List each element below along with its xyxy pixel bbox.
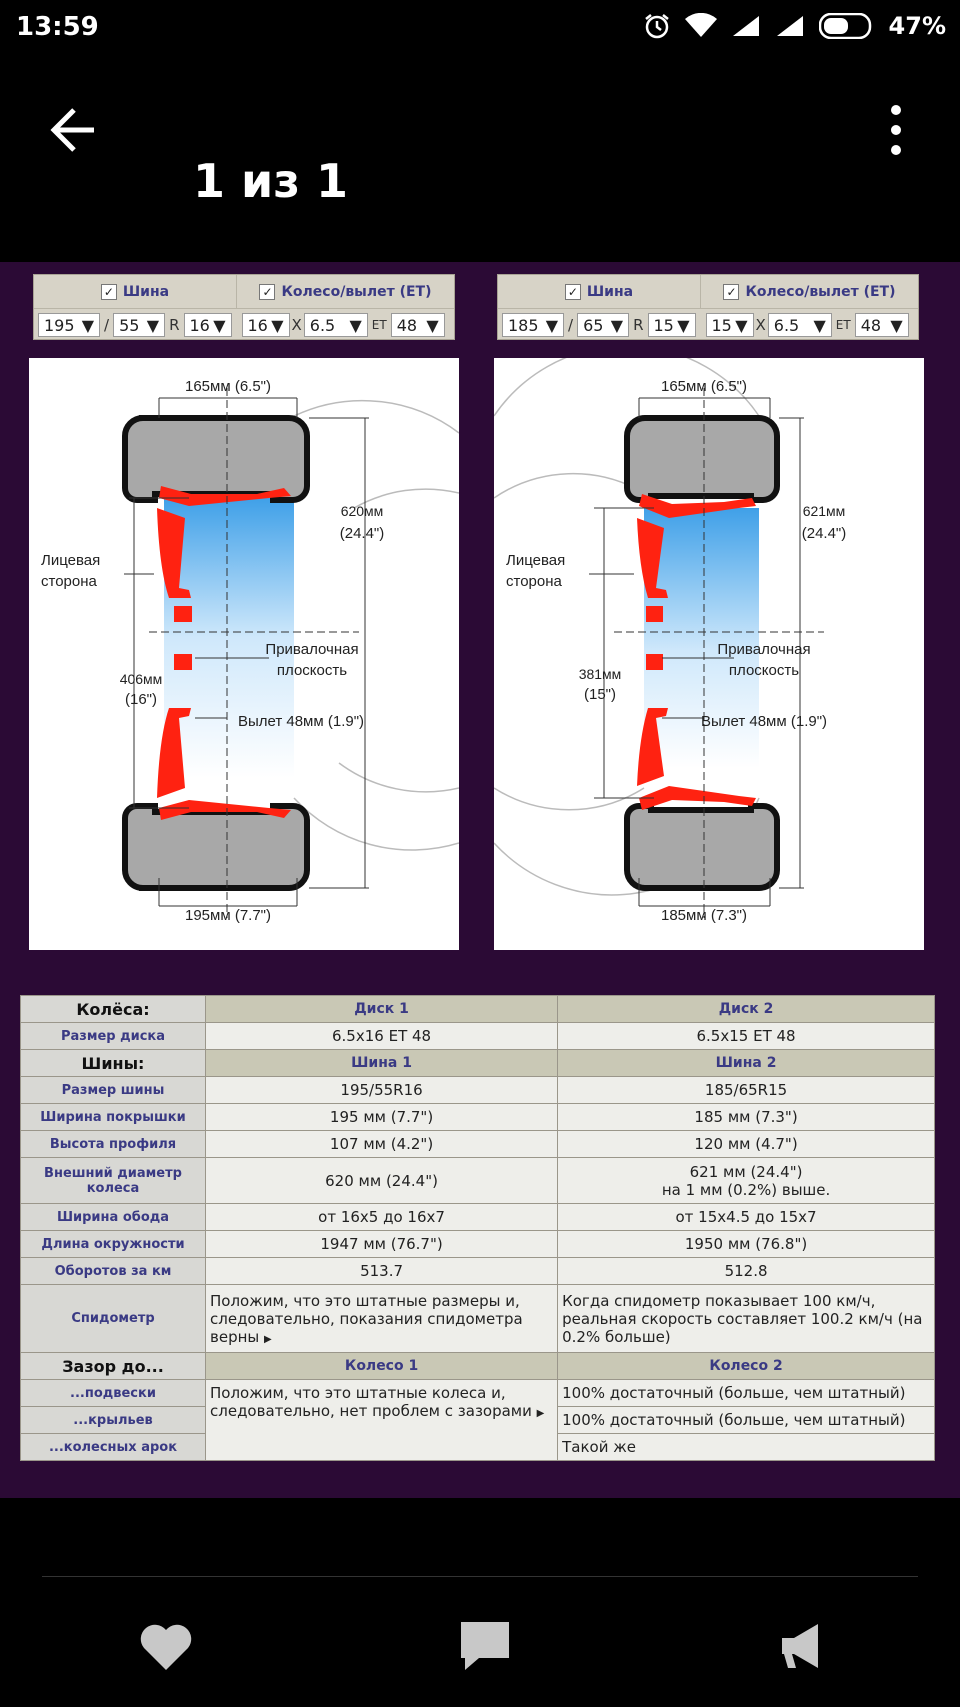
offset-value: 48 <box>860 315 882 335</box>
row-label: Ширина обода <box>21 1204 206 1231</box>
tire-rim-select[interactable]: 15 ▼ <box>648 313 696 337</box>
wheel-width-select[interactable]: 6.5 ▼ <box>304 313 368 337</box>
cell: от 15x4.5 до 15x7 <box>558 1204 935 1231</box>
dim-height-label: 621мм <box>802 503 846 519</box>
row-label: Оборотов за км <box>21 1258 206 1285</box>
row-label: Спидометр <box>21 1285 206 1353</box>
page-title: 1 из 1 <box>193 154 349 208</box>
row-label: Размер шины <box>21 1077 206 1104</box>
face-label: Лицевая <box>506 552 566 569</box>
wheel-label: Колесо/вылет (ET) <box>745 283 896 300</box>
table-row <box>21 1050 935 1077</box>
face-label-2: сторона <box>41 573 97 590</box>
table-row <box>21 1353 935 1380</box>
row-label: Размер диска <box>21 1023 206 1050</box>
wheel-diameter-select[interactable]: 16 ▼ <box>242 313 290 337</box>
dim-top-label: 165мм (6.5") <box>661 378 747 395</box>
row-label: Длина окружности <box>21 1231 206 1258</box>
table-row <box>21 1231 935 1258</box>
mount-label-2: плоскость <box>728 662 800 679</box>
et-label: ET <box>835 318 851 332</box>
wheel-diagram-right <box>494 358 924 950</box>
wheel-diameter-value: 15 <box>711 315 732 335</box>
cell: 512.8 <box>558 1258 935 1285</box>
cell: от 16x5 до 16x7 <box>206 1204 558 1231</box>
row-label: Ширина покрышки <box>21 1104 206 1131</box>
comment-icon[interactable] <box>455 1616 515 1676</box>
wheel-diagram-left <box>29 358 459 950</box>
offset-value: 48 <box>396 315 418 335</box>
table-row <box>21 1077 935 1104</box>
cell: Когда спидометр показывает 100 км/ч, реальная скорость составляет 100.2 км/ч (на 0.2% больше) <box>558 1285 935 1353</box>
tire-profile-select[interactable]: 65 ▼ <box>577 313 629 337</box>
wheel-diameter-select[interactable]: 15 ▼ <box>706 313 754 337</box>
bottom-bar <box>0 1498 960 1707</box>
table-row <box>21 1204 935 1231</box>
cell: 107 мм (4.2") <box>206 1131 558 1158</box>
dim-height-label: 620мм <box>340 503 384 519</box>
dim-bottom-label: 185мм (7.3") <box>661 907 747 924</box>
signal-icon <box>731 14 761 38</box>
tire-rim-select[interactable]: 16 ▼ <box>184 313 232 337</box>
cell: 195/55R16 <box>206 1077 558 1104</box>
wheel-checkbox[interactable]: ✓ <box>723 284 739 300</box>
wheel2-header: Колесо 2 <box>558 1353 935 1380</box>
wheel1-header: Колесо 1 <box>206 1353 558 1380</box>
tire-width-value: 185 <box>508 315 539 335</box>
offset-label: Вылет 48мм (1.9") <box>700 713 828 730</box>
tire-header <box>498 275 701 308</box>
tire-profile-select[interactable]: 55 ▼ <box>113 313 165 337</box>
status-bar <box>0 0 960 54</box>
tire-width-select[interactable]: 185 ▼ <box>502 313 564 337</box>
size-selector-left <box>33 274 455 340</box>
battery-icon <box>819 13 875 39</box>
tire-label: Шина <box>586 283 634 300</box>
wheels-header: Колёса: <box>21 996 206 1023</box>
expand-arrow-icon: ▶ <box>536 1408 545 1419</box>
speedo-text-1: Положим, что это штатные размеры и, следовательно, показания спидометра верны <box>210 1291 523 1346</box>
cell[interactable] <box>206 1285 558 1353</box>
tire2-header: Шина 2 <box>558 1050 935 1077</box>
dim-height-in-label: (24.4") <box>339 525 385 542</box>
cell: Такой же <box>558 1434 935 1461</box>
cell: 6.5x15 ET 48 <box>558 1023 935 1050</box>
table-row <box>21 1285 935 1353</box>
mount-label: Привалочная <box>717 641 811 658</box>
app-bar <box>0 54 960 260</box>
size-selector-right <box>497 274 919 340</box>
cell: 120 мм (4.7") <box>558 1131 935 1158</box>
dim-height-in-label: (24.4") <box>801 525 847 542</box>
tire-checkbox[interactable]: ✓ <box>101 284 117 300</box>
wheel-diameter-value: 16 <box>247 315 268 335</box>
wheel-width-value: 6.5 <box>773 315 800 335</box>
image-content <box>0 262 960 1498</box>
tire-width-select[interactable]: 195 ▼ <box>38 313 100 337</box>
separator: / <box>568 316 574 334</box>
cell: 513.7 <box>206 1258 558 1285</box>
wheel-header <box>701 275 918 308</box>
cell: 1947 мм (76.7") <box>206 1231 558 1258</box>
signal-2-icon <box>775 14 805 38</box>
cell: 195 мм (7.7") <box>206 1104 558 1131</box>
tire-profile-value: 55 <box>119 315 140 335</box>
tires-header: Шины: <box>21 1050 206 1077</box>
tire-header <box>34 275 237 308</box>
battery-percent: 47% <box>888 12 946 40</box>
row-label: Внешний диаметр колеса <box>21 1158 206 1204</box>
offset-label: Вылет 48мм (1.9") <box>237 713 365 730</box>
face-label: Лицевая <box>41 552 101 569</box>
alarm-icon <box>643 12 671 40</box>
cell <box>558 1158 935 1204</box>
clock: 13:59 <box>16 12 99 42</box>
megaphone-icon[interactable] <box>774 1616 834 1676</box>
cell: 185/65R15 <box>558 1077 935 1104</box>
cell: 100% достаточный (больше, чем штатный) <box>558 1380 935 1407</box>
heart-icon[interactable] <box>136 1616 196 1676</box>
tire-width-value: 195 <box>44 315 75 335</box>
face-label-2: сторона <box>506 573 562 590</box>
x-label: X <box>291 316 302 334</box>
offset-select[interactable]: 48 ▼ <box>391 313 445 337</box>
rim-d-in-label: (16") <box>125 691 157 708</box>
cell: 6.5x16 ET 48 <box>206 1023 558 1050</box>
expand-arrow-icon: ▶ <box>264 1333 272 1345</box>
row-label: ...крыльев <box>21 1407 206 1434</box>
status-icons <box>643 12 946 40</box>
dim-top-label: 165мм (6.5") <box>185 378 271 395</box>
clearance-text-1: Положим, что это штатные колеса и, следовательно, нет проблем с зазорами <box>210 1384 532 1420</box>
offset-select[interactable]: 48 ▼ <box>855 313 909 337</box>
cell: 620 мм (24.4") <box>206 1158 558 1204</box>
rim-d-label: 406мм <box>119 671 163 687</box>
mount-label: Привалочная <box>265 641 359 658</box>
rim-d-label: 381мм <box>578 666 622 682</box>
mount-label-2: плоскость <box>276 662 348 679</box>
back-arrow-icon[interactable] <box>48 104 100 156</box>
table-row <box>21 1104 935 1131</box>
tire-profile-value: 65 <box>583 315 604 335</box>
dim-bottom-label: 195мм (7.7") <box>185 907 271 924</box>
r-label: R <box>633 316 644 334</box>
wifi-icon <box>685 13 717 39</box>
tire1-header: Шина 1 <box>206 1050 558 1077</box>
wheel-width-select[interactable]: 6.5 ▼ <box>768 313 832 337</box>
wheel-width-value: 6.5 <box>309 315 336 335</box>
divider <box>42 1576 918 1577</box>
disk2-header: Диск 2 <box>558 996 935 1023</box>
row-label: ...подвески <box>21 1380 206 1407</box>
row-label: Высота профиля <box>21 1131 206 1158</box>
wheel-label: Колесо/вылет (ET) <box>281 283 432 300</box>
wheel-header <box>237 275 454 308</box>
cell-line-2: на 1 мм (0.2%) выше. <box>661 1180 831 1199</box>
et-label: ET <box>371 318 387 332</box>
cell: 1950 мм (76.8") <box>558 1231 935 1258</box>
x-label: X <box>755 316 766 334</box>
tire-checkbox[interactable]: ✓ <box>565 284 581 300</box>
table-row <box>21 1380 935 1407</box>
table-row <box>21 1258 935 1285</box>
cell-line-1: 621 мм (24.4") <box>689 1162 803 1181</box>
table-row <box>21 1023 935 1050</box>
r-label: R <box>169 316 180 334</box>
cell[interactable] <box>206 1380 558 1461</box>
table-row <box>21 1158 935 1204</box>
table-row <box>21 996 935 1023</box>
cell: 185 мм (7.3") <box>558 1104 935 1131</box>
separator: / <box>104 316 110 334</box>
rim-d-in-label: (15") <box>584 686 616 703</box>
row-label: ...колесных арок <box>21 1434 206 1461</box>
cell: 100% достаточный (больше, чем штатный) <box>558 1407 935 1434</box>
table-row <box>21 1131 935 1158</box>
more-vert-icon[interactable] <box>878 102 914 158</box>
clearance-header: Зазор до... <box>21 1353 206 1380</box>
wheel-checkbox[interactable]: ✓ <box>259 284 275 300</box>
disk1-header: Диск 1 <box>206 996 558 1023</box>
comparison-table <box>20 995 935 1461</box>
tire-label: Шина <box>122 283 170 300</box>
tire-rim-value: 16 <box>189 315 210 335</box>
tire-rim-value: 15 <box>653 315 674 335</box>
